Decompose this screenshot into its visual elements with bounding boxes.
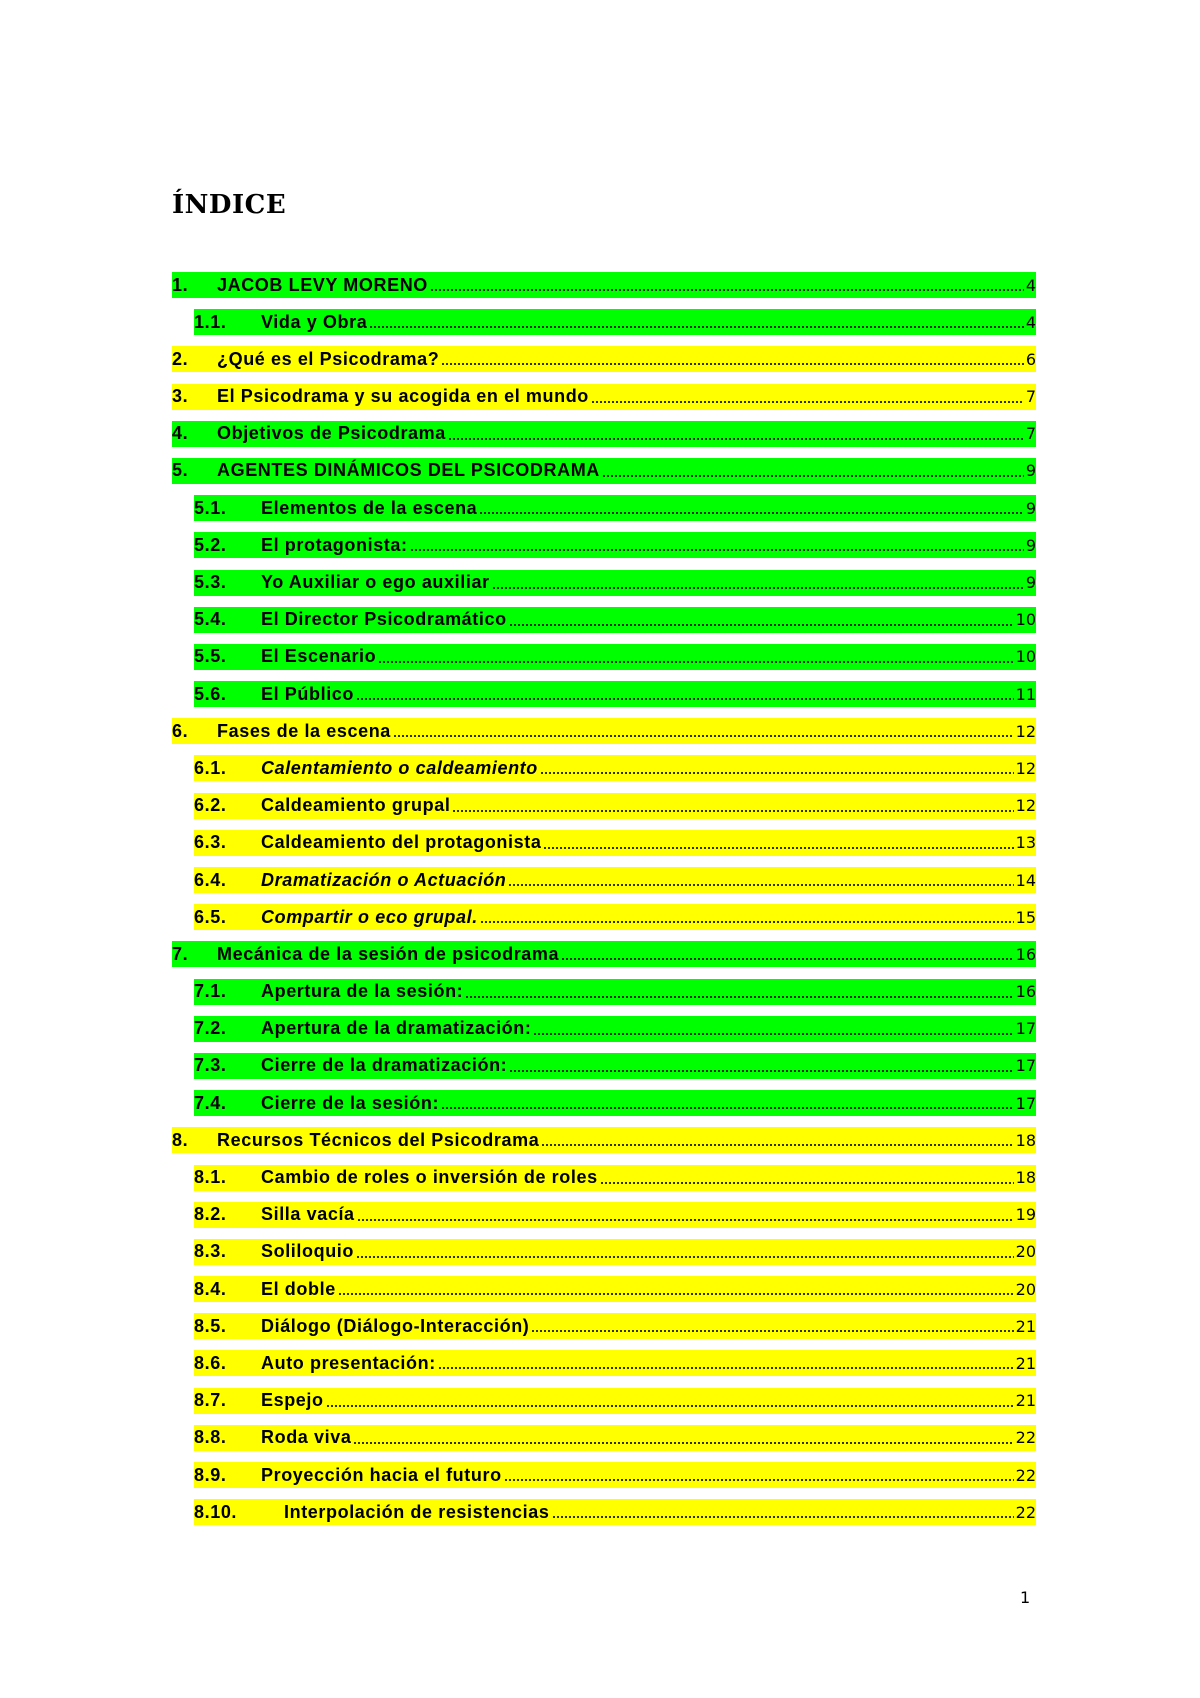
toc-entry-number: 4. (172, 423, 189, 444)
toc-entry[interactable] (194, 1388, 1036, 1414)
toc-entry-number: 8.1. (194, 1167, 227, 1187)
toc-entry-page: 17 (1015, 1019, 1036, 1039)
toc-dot-leader (356, 1255, 1014, 1259)
toc-entry-label: Soliloquio (261, 1241, 354, 1262)
toc-entry-label: Calentamiento o caldeamiento (261, 757, 538, 778)
toc-entry-label: ¿Qué es el Psicodrama? (217, 348, 440, 369)
toc-entry-page: 10 (1015, 647, 1036, 667)
toc-entry[interactable] (172, 272, 1036, 298)
toc-dot-leader (480, 920, 1014, 924)
toc-entry[interactable] (172, 718, 1036, 744)
toc-dot-leader (561, 957, 1014, 961)
toc-dot-leader (591, 400, 1024, 404)
toc-entry-page: 16 (1015, 944, 1036, 964)
table-of-contents (172, 272, 1036, 1536)
toc-entry-page: 15 (1015, 907, 1036, 927)
toc-entry-label: Fases de la escena (217, 720, 391, 741)
toc-entry-page: 20 (1015, 1242, 1036, 1262)
toc-entry-number: 5.5. (194, 646, 227, 667)
toc-dot-leader (543, 846, 1013, 850)
toc-entry-label: Diálogo (Diálogo-Interacción) (261, 1315, 530, 1336)
toc-entry[interactable] (194, 1053, 1036, 1079)
toc-entry[interactable] (194, 1016, 1036, 1042)
toc-entry-number: 5.6. (194, 683, 227, 704)
toc-entry-number: 1.1. (194, 311, 227, 332)
toc-entry[interactable] (172, 458, 1036, 484)
toc-entry-page: 9 (1025, 498, 1036, 518)
toc-entry-page: 4 (1025, 312, 1036, 332)
toc-dot-leader (430, 288, 1024, 292)
toc-entry[interactable] (194, 1350, 1036, 1376)
toc-dot-leader (448, 437, 1024, 441)
page-number: 1 (1020, 1588, 1031, 1607)
toc-dot-leader (552, 1515, 1014, 1519)
toc-entry-number: 5.1. (194, 497, 227, 518)
toc-entry-label: El Director Psicodramático (261, 609, 507, 630)
toc-entry-number: 1. (172, 274, 189, 295)
toc-dot-leader (441, 362, 1024, 366)
toc-entry[interactable] (194, 309, 1036, 335)
page-title: ÍNDICE (172, 190, 287, 220)
toc-entry-label: Apertura de la dramatización: (261, 1018, 532, 1039)
toc-entry-page: 11 (1015, 684, 1036, 704)
toc-dot-leader (452, 809, 1013, 813)
toc-entry-page: 14 (1015, 870, 1036, 890)
toc-entry-page: 13 (1015, 833, 1036, 853)
toc-entry-label: Objetivos de Psicodrama (217, 423, 446, 444)
toc-entry-number: 8.5. (194, 1315, 227, 1336)
toc-entry[interactable] (194, 570, 1036, 596)
toc-entry[interactable] (194, 1499, 1036, 1525)
toc-entry-number: 8.10. (194, 1501, 238, 1522)
toc-entry[interactable] (194, 1165, 1036, 1191)
toc-entry-label: El Escenario (261, 646, 377, 667)
toc-entry-page: 9 (1025, 573, 1036, 592)
toc-entry[interactable] (194, 1425, 1036, 1451)
toc-entry[interactable] (194, 1090, 1036, 1116)
toc-dot-leader (353, 1441, 1013, 1445)
toc-entry[interactable] (194, 793, 1036, 819)
toc-dot-leader (479, 511, 1024, 515)
toc-entry-label: AGENTES DINÁMICOS DEL PSICODRAMA (217, 460, 600, 481)
toc-dot-leader (357, 1218, 1014, 1222)
toc-entry-number: 5.4. (194, 609, 227, 630)
toc-entry-label: Recursos Técnicos del Psicodrama (217, 1129, 540, 1150)
toc-entry-page: 22 (1015, 1502, 1036, 1522)
toc-dot-leader (531, 1329, 1013, 1333)
toc-entry-label: Auto presentación: (261, 1352, 436, 1373)
toc-entry-number: 8.3. (194, 1241, 227, 1262)
toc-entry-page: 22 (1015, 1465, 1036, 1485)
toc-dot-leader (378, 660, 1013, 664)
toc-entry[interactable] (194, 532, 1036, 558)
toc-entry-number: 7. (172, 943, 189, 964)
toc-entry-label: Silla vacía (261, 1204, 355, 1225)
toc-entry-page: 4 (1025, 275, 1036, 295)
toc-entry-label: El Público (261, 683, 355, 704)
toc-entry-number: 6.2. (194, 795, 227, 816)
toc-dot-leader (509, 1069, 1013, 1073)
toc-entry-page: 22 (1015, 1428, 1036, 1448)
toc-entry[interactable] (172, 384, 1036, 410)
toc-entry-label: El Psicodrama y su acogida en el mundo (217, 386, 589, 407)
toc-entry-label: Yo Auxiliar o ego auxiliar (261, 572, 490, 592)
toc-dot-leader (393, 734, 1014, 738)
toc-entry[interactable] (172, 941, 1036, 967)
toc-entry-label: Mecánica de la sesión de psicodrama (217, 943, 560, 964)
toc-dot-leader (356, 697, 1014, 701)
toc-entry-number: 8.4. (194, 1278, 227, 1299)
toc-entry-page: 12 (1015, 721, 1036, 741)
toc-entry[interactable] (194, 830, 1036, 856)
toc-entry[interactable] (194, 495, 1036, 521)
toc-entry-number: 8.7. (194, 1390, 227, 1411)
toc-entry[interactable] (194, 1462, 1036, 1488)
toc-dot-leader (441, 1106, 1014, 1110)
toc-entry[interactable] (172, 421, 1036, 447)
toc-entry[interactable] (194, 681, 1036, 707)
toc-entry-number: 6.3. (194, 832, 227, 853)
toc-entry-number: 6.4. (194, 869, 227, 890)
toc-entry-label: Proyección hacia el futuro (261, 1464, 502, 1485)
toc-entry[interactable] (172, 346, 1036, 372)
toc-entry[interactable] (194, 755, 1036, 781)
toc-dot-leader (326, 1404, 1014, 1408)
toc-dot-leader (541, 1143, 1013, 1147)
toc-entry[interactable] (194, 607, 1036, 633)
toc-dot-leader (465, 995, 1013, 999)
toc-entry[interactable] (194, 1313, 1036, 1339)
toc-entry-page: 9 (1025, 535, 1036, 555)
toc-entry-number: 6. (172, 720, 189, 741)
toc-entry-label: Apertura de la sesión: (261, 981, 464, 1002)
toc-entry-label: Interpolación de resistencias (284, 1501, 550, 1522)
toc-entry-page: 19 (1015, 1205, 1036, 1225)
toc-entry-number: 5. (172, 460, 189, 481)
toc-entry[interactable] (194, 644, 1036, 670)
toc-entry-label: Caldeamiento del protagonista (261, 832, 542, 853)
toc-entry-label: Cierre de la dramatización: (261, 1055, 508, 1076)
toc-dot-leader (600, 1181, 1014, 1185)
toc-entry[interactable] (194, 979, 1036, 1005)
toc-entry-page: 6 (1025, 349, 1036, 369)
toc-dot-leader (369, 325, 1024, 329)
toc-entry-page: 18 (1015, 1168, 1036, 1187)
toc-entry-label: Cambio de roles o inversión de roles (261, 1167, 598, 1187)
toc-dot-leader (540, 771, 1014, 775)
toc-entry-number: 5.3. (194, 572, 227, 592)
toc-entry-number: 8. (172, 1129, 189, 1150)
toc-entry-number: 7.2. (194, 1018, 227, 1039)
toc-entry-number: 8.8. (194, 1427, 227, 1448)
toc-entry-page: 21 (1015, 1353, 1036, 1373)
toc-entry-number: 8.6. (194, 1352, 227, 1373)
toc-entry-label: Caldeamiento grupal (261, 795, 451, 816)
toc-entry-number: 8.2. (194, 1204, 227, 1225)
toc-entry-label: Espejo (261, 1390, 324, 1411)
toc-entry[interactable] (172, 1127, 1036, 1153)
toc-entry-page: 16 (1015, 982, 1036, 1002)
toc-entry-page: 12 (1015, 796, 1036, 816)
toc-entry[interactable] (194, 1276, 1036, 1302)
toc-entry-number: 3. (172, 386, 189, 407)
toc-dot-leader (492, 586, 1024, 590)
toc-entry[interactable] (194, 867, 1036, 893)
toc-entry-number: 2. (172, 348, 189, 369)
toc-entry-page: 17 (1015, 1056, 1036, 1076)
toc-entry-number: 5.2. (194, 534, 227, 555)
toc-entry-page: 20 (1015, 1279, 1036, 1299)
toc-entry-label: El protagonista: (261, 534, 408, 555)
toc-entry-page: 10 (1015, 610, 1036, 630)
toc-entry-page: 21 (1015, 1391, 1036, 1411)
toc-dot-leader (509, 623, 1014, 627)
toc-entry-number: 7.3. (194, 1055, 227, 1076)
toc-entry-label: Vida y Obra (261, 311, 368, 332)
toc-dot-leader (504, 1478, 1014, 1482)
toc-entry-label: Dramatización o Actuación (261, 869, 507, 890)
toc-dot-leader (438, 1366, 1014, 1370)
toc-entry-number: 6.1. (194, 757, 227, 778)
toc-entry[interactable] (194, 1239, 1036, 1265)
toc-dot-leader (533, 1032, 1013, 1036)
toc-entry-page: 9 (1025, 461, 1036, 481)
toc-entry-label: Cierre de la sesión: (261, 1092, 440, 1113)
toc-entry[interactable] (194, 904, 1036, 930)
toc-entry-page: 7 (1025, 424, 1036, 444)
toc-entry-number: 6.5. (194, 906, 227, 927)
toc-entry-number: 7.4. (194, 1092, 227, 1113)
toc-entry-label: JACOB LEVY MORENO (217, 274, 428, 295)
toc-dot-leader (338, 1292, 1014, 1296)
toc-entry-page: 21 (1015, 1316, 1036, 1336)
toc-entry-page: 12 (1015, 758, 1036, 778)
toc-dot-leader (602, 474, 1024, 478)
toc-entry-label: Elementos de la escena (261, 497, 478, 518)
toc-entry-number: 7.1. (194, 981, 227, 1002)
toc-dot-leader (410, 548, 1024, 552)
toc-entry-number: 8.9. (194, 1464, 227, 1485)
toc-dot-leader (508, 883, 1013, 887)
toc-entry[interactable] (194, 1202, 1036, 1228)
toc-entry-page: 7 (1025, 387, 1036, 407)
toc-entry-page: 18 (1015, 1130, 1036, 1150)
toc-entry-label: Compartir o eco grupal. (261, 906, 478, 927)
toc-entry-label: El doble (261, 1278, 336, 1299)
toc-entry-label: Roda viva (261, 1427, 352, 1448)
toc-entry-page: 17 (1015, 1093, 1036, 1113)
